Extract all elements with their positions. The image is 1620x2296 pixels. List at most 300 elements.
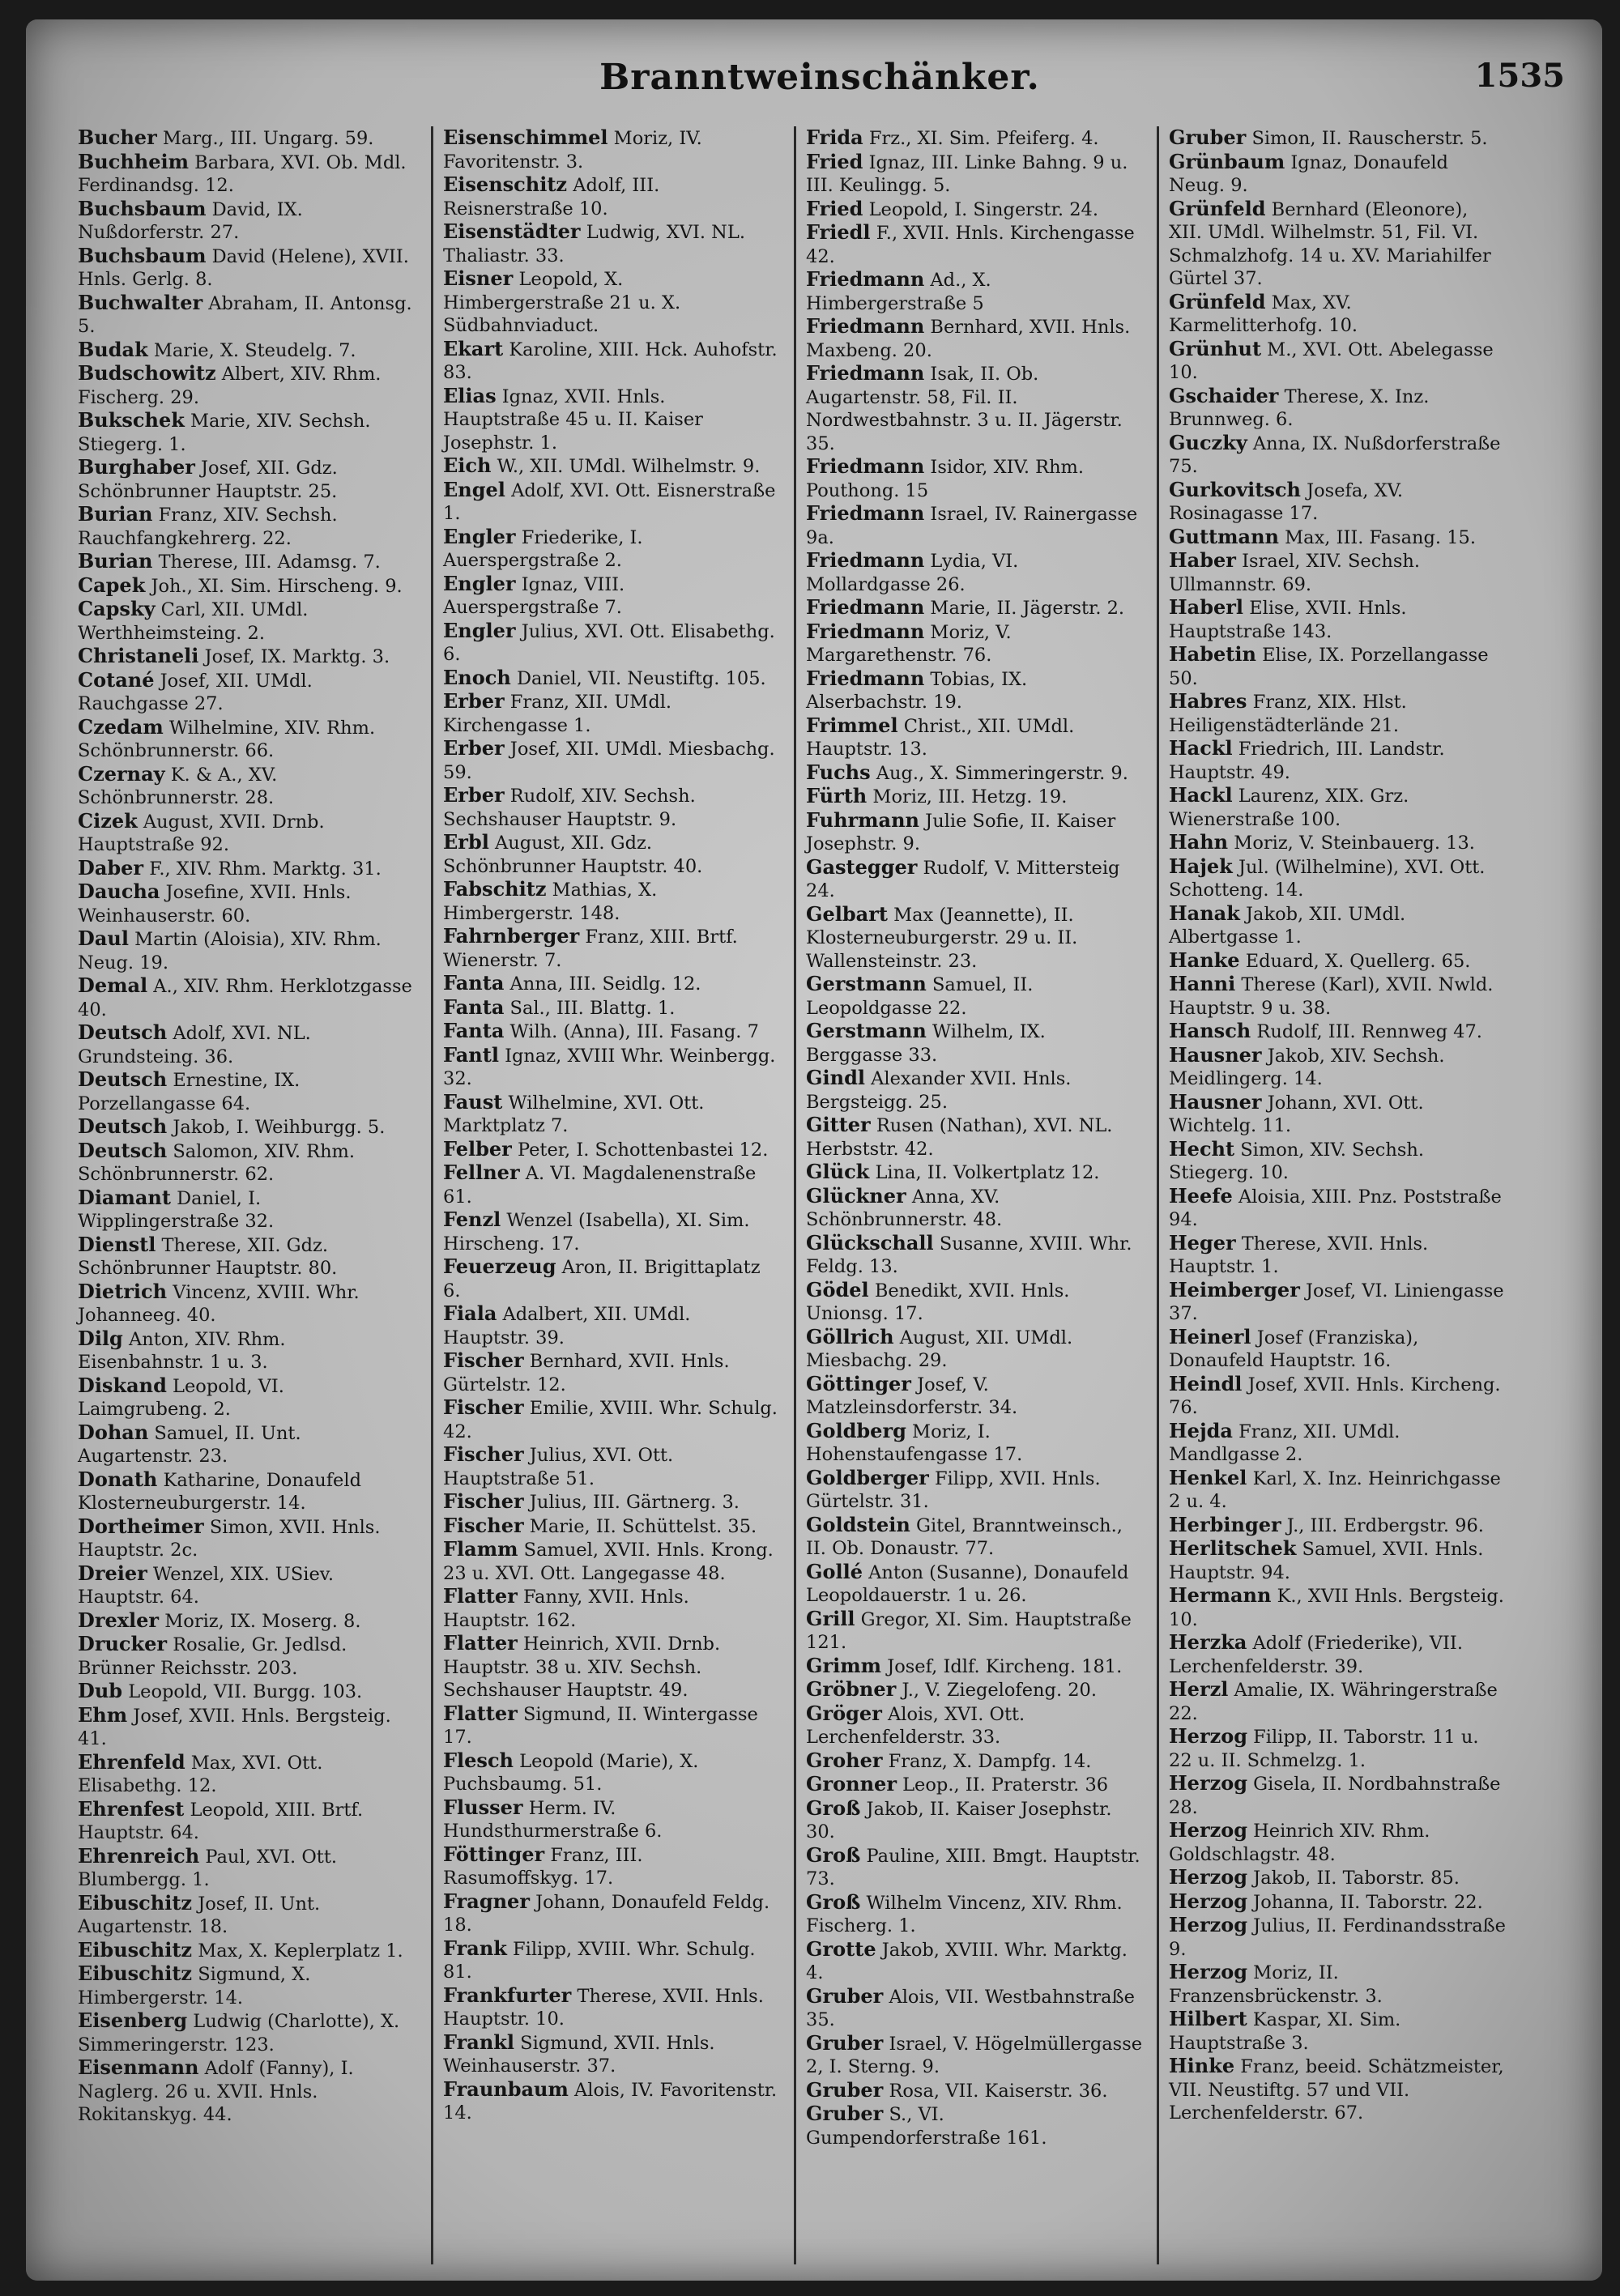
entry-address: Max, XV. Karmelitterhofg. 10. — [1169, 292, 1358, 336]
entry-name: Flatter — [443, 1584, 518, 1608]
entry-name: Friedmann — [806, 454, 925, 478]
directory-entry — [433, 1349, 787, 1396]
directory-entry — [1159, 126, 1512, 151]
directory-entry — [1159, 1914, 1512, 1961]
entry-address: Jakob, I. Weihburgg. 5. — [167, 1117, 386, 1138]
entry-address: Alois, VII. Westbahnstraße 35. — [806, 1986, 1135, 2030]
entry-name: Hilbert — [1169, 2007, 1247, 2030]
entry-name: Burian — [78, 502, 153, 526]
entry-address: Josef, XII. UMdl. Rauchgasse 27. — [78, 670, 313, 714]
entry-address: Abraham, II. Antonsg. 5. — [78, 292, 412, 337]
directory-entry — [1159, 1772, 1512, 1819]
entry-name: Budak — [78, 337, 148, 361]
entry-address: Friederike, I. Auerspergstraße 2. — [443, 526, 643, 571]
directory-entry — [433, 1091, 787, 1138]
directory-entry — [796, 785, 1149, 809]
entry-address: Albert, XIV. Rhm. Fischerg. 29. — [78, 364, 382, 408]
entry-address: Moriz, IV. Favoritenstr. 3. — [443, 128, 702, 173]
entry-address: Israel, IV. Rainergasse 9a. — [806, 504, 1138, 548]
directory-entry — [433, 1255, 787, 1302]
directory-entry — [1159, 1961, 1512, 2008]
entry-name: Föttinger — [443, 1842, 545, 1866]
entry-name: Faust — [443, 1089, 503, 1114]
entry-address: Frz., XI. Sim. Pfeiferg. 4. — [863, 128, 1099, 149]
directory-entry — [1159, 596, 1512, 643]
entry-address: Anton (Susanne), Donaufeld Leopoldauerstr. 1 u. 26. — [806, 1561, 1129, 1606]
directory-entry — [1159, 1232, 1512, 1279]
entry-address: Tobias, IX. Alserbachstr. 19. — [806, 668, 1028, 713]
entry-address: Ignaz, III. Linke Bahng. 9 u. III. Keulingg. 5. — [806, 151, 1128, 196]
directory-entry — [68, 598, 421, 645]
directory-entry — [68, 857, 421, 881]
entry-name: Eisenstädter — [443, 219, 581, 243]
entry-name: Herlitschek — [1169, 1536, 1297, 1560]
entry-address: Anna, XV. Schönbrunnerstr. 48. — [806, 1186, 1003, 1230]
entry-name: Gurkovitsch — [1169, 477, 1301, 501]
entry-name: Flesch — [443, 1748, 514, 1772]
directory-entry — [68, 1115, 421, 1139]
entry-address: Moriz, V. Margarethenstr. 76. — [806, 621, 1012, 666]
directory-entry — [1159, 855, 1512, 902]
entry-address: Lina, II. Volkertplatz 12. — [869, 1162, 1100, 1183]
entry-address: Karl, X. Inz. Heinrichgasse 2 u. 4. — [1169, 1467, 1501, 1512]
directory-entry — [1159, 1020, 1512, 1044]
entry-name: Ehrenfest — [78, 1796, 185, 1821]
entry-address: Johanna, II. Taborstr. 22. — [1247, 1891, 1483, 1913]
directory-entry — [68, 2056, 421, 2127]
directory-entry — [796, 1773, 1149, 1797]
directory-entry — [796, 1420, 1149, 1467]
entry-address: Filipp, XVII. Hnls. Gürtelstr. 31. — [806, 1467, 1101, 1512]
directory-entry — [1159, 1890, 1512, 1915]
entry-name: Burghaber — [78, 455, 195, 479]
entry-name: Burian — [78, 549, 153, 573]
entry-name: Haber — [1169, 548, 1236, 572]
directory-entry — [68, 1233, 421, 1280]
entry-name: Haberl — [1169, 595, 1244, 619]
entry-name: Friedmann — [806, 666, 925, 690]
entry-address: Jakob, XIV. Sechsh. Meidlingerg. 14. — [1169, 1045, 1445, 1089]
entry-address: Elise, IX. Porzellangasse 50. — [1169, 645, 1489, 689]
directory-entry — [1159, 2008, 1512, 2055]
entry-name: Buchsbaum — [78, 243, 207, 267]
entry-name: Fellner — [443, 1161, 520, 1184]
entry-name: Habres — [1169, 689, 1247, 713]
entry-name: Guttmann — [1169, 524, 1279, 548]
directory-entry — [433, 1020, 787, 1044]
entry-name: Fabschitz — [443, 877, 547, 901]
entry-name: Fürth — [806, 784, 868, 807]
entry-address: August, XII. UMdl. Miesbachg. 29. — [806, 1327, 1073, 1371]
directory-entry — [1159, 690, 1512, 737]
entry-address: Franz, III. Rasumoffskyg. 17. — [443, 1844, 643, 1889]
entry-name: Elias — [443, 383, 497, 407]
entry-address: Anton, XIV. Rhm. Eisenbahnstr. 1 u. 3. — [78, 1328, 286, 1373]
entry-name: Herzog — [1169, 1889, 1248, 1913]
entry-address: Samuel, II. Leopoldgasse 22. — [806, 974, 1034, 1019]
entry-name: Capsky — [78, 597, 156, 620]
entry-address: Wenzel (Isabella), XI. Sim. Hirscheng. 17. — [443, 1210, 750, 1254]
directory-entry — [68, 1562, 421, 1609]
entry-name: Daber — [78, 855, 144, 880]
directory-entry — [796, 1561, 1149, 1608]
entry-address: Franz, XIII. Brtf. Wienerstr. 7. — [443, 926, 738, 971]
entry-address: A. VI. Magdalenenstraße 61. — [443, 1163, 757, 1208]
directory-entry — [433, 479, 787, 526]
entry-address: Wenzel, XIX. USiev. Hauptstr. 64. — [78, 1563, 334, 1608]
entry-name: Goldstein — [806, 1512, 910, 1536]
directory-entry — [796, 1891, 1149, 1938]
directory-entry — [433, 1632, 787, 1702]
directory-entry — [68, 1798, 421, 1845]
entry-address: Alexander XVII. Hnls. Bergsteigg. 25. — [806, 1068, 1072, 1113]
entry-address: Vincenz, XVIII. Whr. Johanneeg. 40. — [78, 1281, 360, 1326]
directory-entry — [796, 714, 1149, 761]
entry-name: Gerstmann — [806, 1019, 927, 1042]
entry-address: Alois, XVI. Ott. Lerchenfelderstr. 33. — [806, 1703, 1025, 1748]
entry-address: Johann, XVI. Ott. Wichtelg. 11. — [1169, 1092, 1424, 1136]
entry-name: Fried — [806, 149, 863, 173]
entry-address: W., XII. UMdl. Wilhelmstr. 9. — [491, 456, 761, 477]
directory-entry — [1159, 479, 1512, 526]
entry-address: Marie, II. Schüttelst. 35. — [523, 1515, 757, 1537]
entry-address: Isak, II. Ob. Augartenstr. 58, Fil. II. Nordwestbahnstr. 3 u. II. Jägerstr. 35. — [806, 364, 1123, 454]
entry-name: Glück — [806, 1160, 870, 1183]
directory-entry — [1159, 643, 1512, 690]
entry-name: Fischer — [443, 1513, 524, 1537]
entry-address: Mathias, X. Himbergerstr. 148. — [443, 880, 658, 924]
entry-address: Josef, XII. Gdz. Schönbrunner Hauptstr. 25. — [78, 458, 338, 502]
entry-name: Hejda — [1169, 1418, 1233, 1442]
directory-columns — [68, 126, 1581, 2264]
entry-name: Flamm — [443, 1537, 518, 1561]
directory-entry — [433, 737, 787, 784]
directory-entry — [1159, 549, 1512, 596]
directory-entry — [68, 456, 421, 503]
directory-entry — [796, 761, 1149, 786]
directory-entry — [1159, 784, 1512, 831]
entry-name: Grünbaum — [1169, 149, 1285, 173]
entry-address: August, XII. Gdz. Schönbrunner Hauptstr. 40. — [443, 833, 703, 877]
entry-address: Rusen (Nathan), XVI. NL. Herbststr. 42. — [806, 1115, 1113, 1160]
entry-name: Erbl — [443, 830, 489, 854]
entry-address: Katharine, Donaufeld Klosterneuburgerstr. 14. — [78, 1469, 361, 1514]
directory-entry — [796, 315, 1149, 362]
entry-name: Fantl — [443, 1042, 499, 1067]
entry-name: Frankl — [443, 2030, 515, 2054]
directory-entry — [1159, 973, 1512, 1020]
entry-address: Anna, III. Seidlg. 12. — [504, 973, 701, 995]
directory-entry — [433, 1490, 787, 1514]
entry-address: Julius, III. Gärtnerg. 3. — [523, 1492, 740, 1513]
directory-entry — [796, 1161, 1149, 1185]
entry-address: Gregor, XI. Sim. Hauptstraße 121. — [806, 1608, 1132, 1653]
entry-address: Franz, XIV. Sechsh. Rauchfangkehrerg. 22. — [78, 505, 338, 549]
entry-name: Fischer — [443, 1442, 524, 1466]
directory-entry — [1159, 2055, 1512, 2125]
entry-name: Herzog — [1169, 1913, 1248, 1936]
directory-entry — [1159, 831, 1512, 855]
entry-name: Grünfeld — [1169, 289, 1266, 313]
entry-name: Fiala — [443, 1301, 497, 1325]
entry-name: Dienstl — [78, 1232, 156, 1256]
entry-address: Barbara, XVI. Ob. Mdl. Ferdinandsg. 12. — [78, 151, 407, 196]
entry-address: Ignaz, VIII. Auerspergstraße 7. — [443, 573, 625, 618]
entry-name: Heimberger — [1169, 1277, 1300, 1301]
directory-entry — [796, 1326, 1149, 1373]
entry-address: Franz, XIX. Hlst. Heiligenstädterlände 21. — [1169, 692, 1407, 736]
entry-name: Fenzl — [443, 1208, 501, 1231]
entry-address: Franz, beeid. Schätzmeister, VII. Neustiftg. 57 und VII. Lerchenfelderstr. 67. — [1169, 2056, 1504, 2123]
entry-address: Josefine, XVII. Hnls. Weinhauserstr. 60. — [78, 882, 352, 926]
entry-name: Fanta — [443, 995, 505, 1019]
entry-address: Carl, XII. UMdl. Werthheimsteing. 2. — [78, 599, 309, 644]
entry-name: Friedmann — [806, 595, 925, 619]
entry-address: Julius, XVI. Ott. Hauptstraße 51. — [443, 1445, 674, 1489]
directory-entry — [796, 1608, 1149, 1655]
directory-entry — [433, 2031, 787, 2078]
directory-entry — [1159, 526, 1512, 550]
entry-address: Ignaz, XVII. Hnls. Hauptstraße 45 u. II. Kaiser Josephstr. 1. — [443, 386, 703, 454]
entry-address: Moriz, II. Franzensbrückenstr. 3. — [1169, 1962, 1383, 2007]
directory-entry — [796, 198, 1149, 222]
entry-name: Henkel — [1169, 1465, 1247, 1489]
entry-address: Herm. IV. Hundsthurmerstraße 6. — [443, 1797, 663, 1842]
entry-name: Herzog — [1169, 1818, 1248, 1842]
directory-entry — [433, 1443, 787, 1490]
entry-address: August, XVII. Drnb. Hauptstraße 92. — [78, 811, 325, 855]
directory-entry — [796, 620, 1149, 667]
directory-entry — [68, 409, 421, 456]
entry-name: Hecht — [1169, 1136, 1235, 1161]
directory-entry — [433, 1302, 787, 1349]
entry-address: Marie, II. Jägerstr. 2. — [924, 598, 1125, 619]
entry-name: Dilg — [78, 1326, 123, 1350]
entry-name: Groß — [806, 1795, 861, 1820]
entry-address: Jakob, XII. UMdl. Albertgasse 1. — [1169, 903, 1406, 948]
entry-address: K. & A., XV. Schönbrunnerstr. 28. — [78, 764, 278, 808]
entry-name: Buchwalter — [78, 290, 203, 314]
entry-address: Ernestine, IX. Porzellangasse 64. — [78, 1070, 301, 1114]
entry-name: Engler — [443, 524, 516, 548]
directory-entry — [68, 880, 421, 927]
entry-address: Leopold (Marie), X. Puchsbaumg. 51. — [443, 1750, 699, 1795]
entry-address: Moriz, I. Hohenstaufengasse 17. — [806, 1421, 1023, 1465]
entry-name: Flusser — [443, 1795, 523, 1819]
entry-address: Therese, XII. Gdz. Schönbrunner Hauptstr. 80. — [78, 1234, 338, 1279]
directory-entry — [433, 1396, 787, 1443]
entry-name: Diamant — [78, 1185, 171, 1209]
entry-address: Leopold, XIII. Brtf. Hauptstr. 64. — [78, 1799, 364, 1843]
directory-entry — [796, 1467, 1149, 1514]
entry-name: Guczky — [1169, 430, 1247, 454]
directory-entry — [68, 1892, 421, 1939]
entry-address: Filipp, II. Taborstr. 11 u. 22 u. II. Schmelzg. 1. — [1169, 1727, 1479, 1771]
directory-entry — [68, 645, 421, 669]
directory-entry — [796, 221, 1149, 268]
entry-address: Friedrich, III. Landstr. Hauptstr. 49. — [1169, 739, 1445, 783]
entry-address: Bernhard, XVII. Hnls. Maxbeng. 20. — [806, 317, 1131, 361]
entry-address: Josef (Franziska), Donaufeld Hauptstr. 16. — [1169, 1327, 1419, 1371]
entry-address: Aron, II. Brigittaplatz 6. — [443, 1257, 761, 1301]
directory-entry — [68, 1186, 421, 1233]
entry-address: Josef, Idlf. Kircheng. 181. — [881, 1655, 1123, 1677]
entry-name: Bukschek — [78, 408, 185, 432]
directory-entry — [1159, 902, 1512, 949]
directory-entry — [796, 1938, 1149, 1985]
entry-address: Therese, III. Adamsg. 7. — [152, 552, 381, 573]
entry-address: Therese, XVII. Hnls. Hauptstr. 10. — [443, 1985, 764, 2030]
directory-entry — [68, 1845, 421, 1892]
entry-address: Marie, XIV. Sechsh. Stiegerg. 1. — [78, 411, 371, 455]
directory-entry — [68, 503, 421, 550]
entry-address: Heinrich, XVII. Drnb. Hauptstr. 38 u. XIV. Sechsh. Sechshauser Hauptstr. 49. — [443, 1634, 721, 1701]
entry-name: Fraunbaum — [443, 2077, 569, 2101]
entry-address: Julius, XVI. Ott. Elisabethg. 6. — [443, 620, 775, 665]
directory-column-1 — [68, 126, 421, 2264]
entry-name: Drexler — [78, 1608, 160, 1632]
directory-entry — [68, 974, 421, 1021]
entry-name: Eisenberg — [78, 2008, 188, 2032]
directory-entry — [1159, 1678, 1512, 1725]
entry-address: Bernhard (Eleonore), XII. UMdl. Wilhelmstr. 51, Fil. VI. Schmalzhofg. 14 u. XV. Mariahilfer Gürtel 37. — [1169, 198, 1491, 289]
entry-address: Josef, XII. UMdl. Miesbachg. 59. — [443, 739, 775, 783]
entry-address: Emilie, XVIII. Whr. Schulg. 42. — [443, 1398, 778, 1442]
directory-entry — [433, 831, 787, 878]
entry-name: Hajek — [1169, 854, 1233, 878]
directory-entry — [433, 173, 787, 220]
directory-entry — [68, 1421, 421, 1468]
directory-entry — [68, 1021, 421, 1068]
directory-entry — [1159, 1279, 1512, 1326]
entry-address: Jul. (Wilhelmine), XVI. Ott. Schotteng. 14. — [1169, 856, 1486, 901]
directory-entry — [433, 1702, 787, 1749]
directory-entry — [1159, 1091, 1512, 1138]
entry-name: Goldberger — [806, 1465, 929, 1489]
directory-entry — [1159, 949, 1512, 973]
directory-entry — [796, 1655, 1149, 1679]
entry-name: Flatter — [443, 1631, 518, 1655]
directory-entry — [1159, 1467, 1512, 1514]
directory-entry — [433, 126, 787, 173]
entry-name: Felber — [443, 1136, 512, 1161]
directory-entry — [1159, 1420, 1512, 1467]
entry-name: Herzog — [1169, 1771, 1248, 1795]
directory-entry — [796, 1749, 1149, 1774]
entry-address: Adolf, XVI. NL. Grundsteing. 36. — [78, 1023, 311, 1067]
entry-address: Josef, XVII. Hnls. Bergsteig. 41. — [78, 1705, 391, 1749]
entry-name: Daucha — [78, 880, 160, 903]
entry-address: Sal., III. Blattg. 1. — [504, 997, 676, 1019]
entry-address: Alois, IV. Favoritenstr. 14. — [443, 2079, 778, 2123]
entry-address: Daniel, VII. Neustiftg. 105. — [510, 667, 766, 689]
directory-entry — [68, 1680, 421, 1704]
entry-name: Deutsch — [78, 1114, 168, 1138]
entry-name: Gerstmann — [806, 972, 927, 995]
entry-name: Eibuschitz — [78, 1937, 193, 1962]
entry-address: Simon, II. Rauscherstr. 5. — [1246, 128, 1488, 149]
entry-name: Heinerl — [1169, 1324, 1251, 1348]
directory-entry — [68, 339, 421, 363]
entry-name: Hermann — [1169, 1583, 1272, 1607]
entry-name: Deutsch — [78, 1020, 168, 1044]
entry-name: Gruber — [1169, 126, 1247, 149]
entry-name: Ehrenreich — [78, 1843, 200, 1868]
entry-name: Gruber — [806, 2077, 884, 2102]
directory-entry — [68, 362, 421, 409]
entry-name: Hanke — [1169, 948, 1240, 972]
entry-address: Max, X. Keplerplatz 1. — [192, 1940, 403, 1962]
directory-entry — [68, 1468, 421, 1515]
entry-address: David, IX. Nußdorferstr. 27. — [78, 198, 303, 243]
directory-entry — [1159, 1326, 1512, 1373]
entry-name: Frida — [806, 126, 863, 149]
entry-name: Feuerzeug — [443, 1254, 556, 1278]
entry-name: Dub — [78, 1679, 123, 1702]
directory-page — [26, 19, 1602, 2281]
entry-name: Friedmann — [806, 361, 925, 385]
directory-entry — [433, 220, 787, 267]
entry-address: Kaspar, XI. Sim. Hauptstraße 3. — [1169, 2009, 1401, 2054]
entry-name: Gelbart — [806, 901, 888, 926]
entry-address: Eduard, X. Quellerg. 65. — [1239, 950, 1471, 972]
directory-entry — [796, 809, 1149, 856]
entry-name: Cotané — [78, 667, 155, 692]
entry-name: Flatter — [443, 1701, 518, 1725]
directory-entry — [68, 1962, 421, 2009]
entry-address: Rosalie, Gr. Jedlsd. Brünner Reichsstr. 203. — [78, 1634, 347, 1679]
entry-address: Simon, XIV. Sechsh. Stiegerg. 10. — [1169, 1139, 1425, 1183]
entry-address: Sigmund, X. Himbergerstr. 14. — [78, 1964, 311, 2008]
directory-entry — [796, 1067, 1149, 1114]
entry-address: Adolf, III. Reisnerstraße 10. — [443, 175, 660, 219]
entry-name: Grimm — [806, 1653, 882, 1677]
directory-entry — [1159, 1537, 1512, 1584]
entry-name: Eich — [443, 454, 492, 477]
entry-address: Ad., X. Himbergerstraße 5 — [806, 270, 991, 314]
entry-name: Groß — [806, 1842, 861, 1867]
entry-name: Hanni — [1169, 972, 1236, 995]
entry-name: Gröger — [806, 1701, 882, 1725]
entry-name: Gröbner — [806, 1677, 897, 1701]
directory-entry — [433, 784, 787, 831]
entry-name: Gruber — [806, 2102, 884, 2125]
directory-entry — [796, 362, 1149, 455]
entry-address: Aloisia, XIII. Pnz. Poststraße 94. — [1169, 1186, 1502, 1230]
entry-address: Martin (Aloisia), XIV. Rhm. Neug. 19. — [78, 929, 382, 973]
directory-entry — [1159, 151, 1512, 198]
directory-entry — [433, 1796, 787, 1843]
directory-entry — [433, 2078, 787, 2125]
entry-name: Herzka — [1169, 1630, 1247, 1654]
entry-name: Erber — [443, 783, 505, 807]
entry-name: Gschaider — [1169, 383, 1279, 407]
entry-address: F., XVII. Hnls. Kirchengasse 42. — [806, 223, 1135, 267]
entry-address: Ignaz, Donaufeld Neug. 9. — [1169, 151, 1448, 196]
directory-entry — [68, 810, 421, 857]
entry-name: Goldberg — [806, 1418, 906, 1442]
entry-address: J., V. Ziegelofeng. 20. — [896, 1680, 1098, 1701]
entry-address: Max (Jeannette), II. Klosterneuburgerstr. 29 u. II. Wallensteinstr. 23. — [806, 904, 1078, 972]
entry-name: Eibuschitz — [78, 1962, 193, 1985]
entry-address: Ludwig (Charlotte), X. Simmeringerstr. 123. — [78, 2011, 400, 2055]
directory-entry — [433, 1044, 787, 1091]
directory-entry — [433, 1984, 787, 2031]
entry-address: Josef, II. Unt. Augartenstr. 18. — [78, 1893, 321, 1937]
entry-name: Gindl — [806, 1066, 865, 1089]
directory-entry — [1159, 385, 1512, 432]
entry-address: Moriz, V. Steinbauerg. 13. — [1228, 833, 1475, 854]
